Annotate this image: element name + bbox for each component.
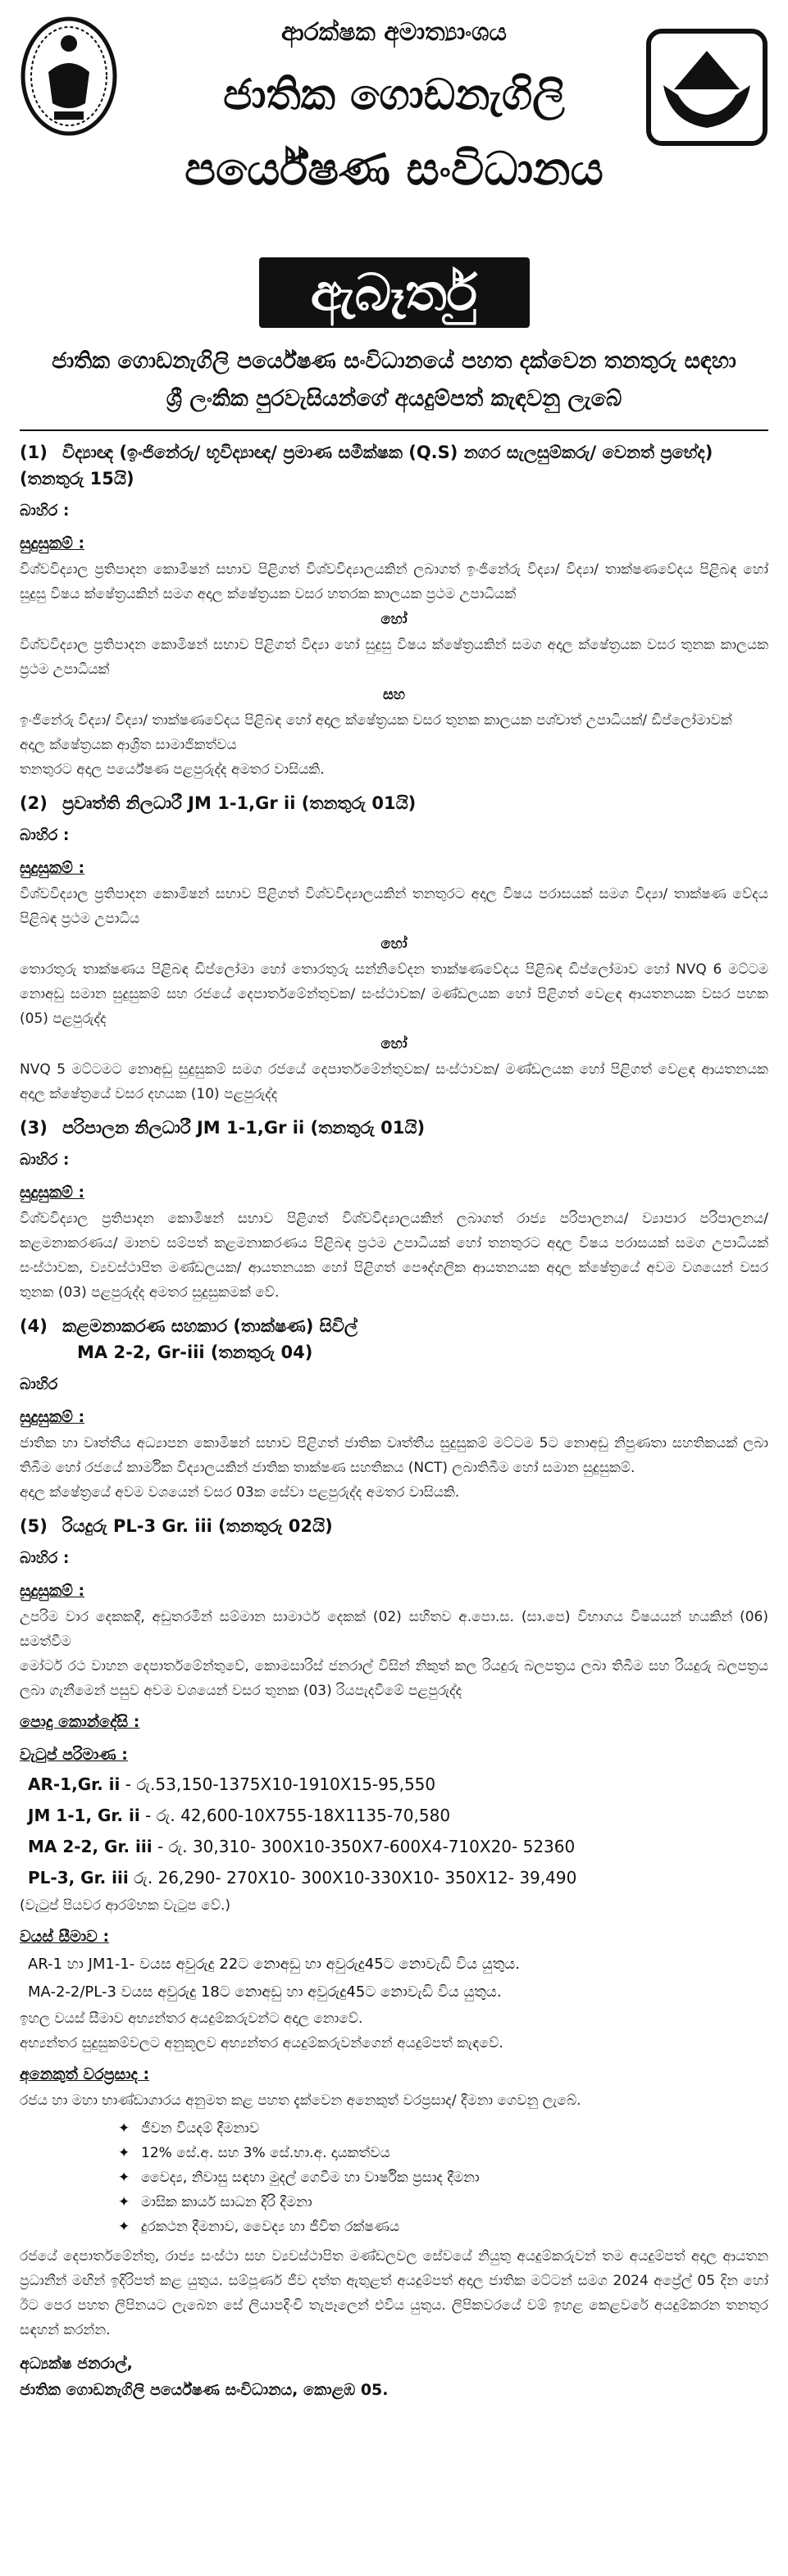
intro-text xyxy=(20,343,768,418)
qualification-text: ඉංජිනේරු විද්‍යා/ විද්‍යා/ තාක්ෂණවේදය පිළිබඳ හෝ අදාල ක්ෂේත්‍රයක වසර තුනක කාලයක පශ්චාත් උපාධියක්/ ඩිප්ලෝමාවක් xyxy=(20,712,732,729)
org-name-line1: ජාතික ගොඩනැගිලි xyxy=(223,70,565,120)
qualification-text: විශ්වවිද්‍යාල ප්‍රතිපාදන කොමිෂන් සභාව පිළිගත් විශ්වවිද්‍යාලයකින් ලබාගත් ඉංජිනේරු විද්‍යා/ විද්‍යා/ තාක්ෂණවේදය පිළිබඳ හෝ සුදුසු විෂය ක්ෂේත්‍රයකින් සමග අදාල ක්ෂේත්‍රයක වසර හතරක කාලයක ප්‍රථම උපාධියක් xyxy=(20,561,768,602)
qualification-text: විශ්වවිද්‍යාල ප්‍රතිපාදන කොමිෂන් සභාව පිළිගත් විශ්වවිද්‍යාලයකින් තනතුරට අදාල විෂය පරාසයක් සමග විද්‍යා/ තාක්ෂණ වේදය පිළිබඳ ප්‍රථම උපාධිය xyxy=(20,886,768,927)
general-conditions xyxy=(20,1708,768,2403)
external-label: බාහිර : xyxy=(20,1549,70,1567)
qualifications-label: සුදුසුකම් : xyxy=(20,1408,85,1426)
list-item: ✦ ජීවන වියදම් දීමනාව xyxy=(118,2116,768,2141)
qualification-text: අදාල ක්ෂේත්‍රයේ අවම වශයෙන් වසර 03ක සේවා පළපුරුද්ද අමතර වාසියකි. xyxy=(20,1484,460,1501)
post-title-text: විද්‍යාඥ (ඉංජිනේරු/ භූවිද්‍යාඥ/ ප්‍රමාණ සමීක්ෂක (Q.S) නගර සැලසුම්කරු/ වෙනත් ප්‍රභේද) (තනතුරු 15යි) xyxy=(20,443,713,488)
header xyxy=(20,11,768,257)
salary-row xyxy=(20,1862,768,1893)
post-title xyxy=(20,1513,768,1539)
qualification-text: තොරතුරු තාක්ෂණය පිළිබඳ ඩිප්ලෝමා හෝ තොරතුරු සන්නිවේදන තාක්ෂණවේදය පිළිබඳ ඩිප්ලෝමාව හෝ NVQ 6 මට්ටම නොඅඩු සමාන සුදුසුකම් සහ රජයේ දෙපාර්තමේන්තුවක/ සංස්ථාවක/ මණ්ඩලයක හෝ පිළිගත් වෙළඳ ආයතනයක වසර පහක (05) පළපුරුද්ද xyxy=(20,961,768,1027)
intro-line2: ශ්‍රී ලංකික පුරවැසියන්ගේ අයදුම්පත් කැඳවනු ලැබේ xyxy=(166,386,622,411)
age-limit-row: MA-2-2/PL-3 වයස අවුරුදු 18ට නොඅඩු හා අවුරුදු45ට නොවැඩි විය යුතුය. xyxy=(28,1983,502,2001)
post-title-text: පරිපාලන නිලධාරී JM 1-1,Gr ii (තනතුරු 01යි) xyxy=(62,1118,426,1138)
age-note: ඉහල වයස් සීමාව අභ්‍යන්තර අයදුම්කරුවන්ට අදාල නොවේ. xyxy=(20,2010,363,2027)
post-title xyxy=(20,1115,768,1141)
external-label: බාහිර : xyxy=(20,502,70,520)
or-separator: හෝ xyxy=(380,1035,408,1052)
post-title-text: කළමනාකරණ සහකාර (තාක්ෂණ) සිවිල් xyxy=(62,1316,358,1336)
qualification-text: තනතුරට අදාල පර්යේෂණ පළපුරුද්ද අමතර වාසියකි. xyxy=(20,761,325,778)
age-note: අභ්‍යන්තර සුදුසුකම්වලට අනුකූලව අභ්‍යන්තර අයදුම්කරුවන්ගෙන් අයදුම්පත් කැඳවේ. xyxy=(20,2035,503,2051)
salary-grade: AR-1,Gr. ii xyxy=(28,1774,121,1794)
signature-block xyxy=(20,2351,768,2403)
post-title xyxy=(20,439,768,492)
or-separator: හෝ xyxy=(380,611,408,628)
closing-instructions: රජයේ දෙපාර්තමේන්තු, රාජ්‍ය සංස්ථා සහ ව්‍යවස්ථාපිත මණ්ඩලවල සේවයේ නියුතු අයදුම්කරුවන් තම අයදුම්පත් අදාල ආයතන ප්‍රධානීන් මඟින් ඉදිරිපත් කළ යුතුය. සම්පූර්ණ ජීව දත්ත ඇතුළත් අයදුම්පත් අදාල ජාතික මට්ටන් සමග 2024 අප්‍රේල් 05 දින හෝ ඊට පෙර පහත ලිපිනයට ලැබෙන සේ ලියාපදිංචි තැපෑලෙන් එවිය යුතුය. ලිපිකවරයේ වම් ඉහළ කෙළවරේ අයදුම්කරන තනතුර සඳහන් කරන්න. xyxy=(20,2248,768,2338)
qualification-text: ජාතික හා වෘත්තීය අධ්‍යාපන කොමිෂන් සභාව පිළිගත් ජාතික වෘත්තීය සුදුසුකම් මට්ටම 5ට නොඅඩු නිපුණතා සහතිකයක් ලබා තිබීම හෝ රජයේ කාර්මික විද්‍යාලයකින් ජාතික තාක්ෂණ සහතිකය (NCT) ලබාතිබීම හෝ සමාන සුදුසුකම්. xyxy=(20,1435,768,1476)
age-limit-heading: වයස් සීමාව : xyxy=(20,1928,110,1946)
list-item: ✦ වෛද්‍ය, නිවාසු සඳහා මුදල් ගෙවීම හා වාර්ෂික ප්‍රසාද දීමනා xyxy=(118,2165,768,2190)
post-number: (5) xyxy=(20,1516,48,1536)
post-number: (3) xyxy=(20,1118,48,1138)
post-section-5 xyxy=(20,1513,768,1703)
signatory-address: ජාතික ගොඩනැගිලි පර්යේෂණ සංවිධානය, කොළඹ 05. xyxy=(20,2381,389,2399)
salary-note: (වැටුප් පියවර ආරම්භක වැටුප වේ.) xyxy=(20,1897,231,1914)
nbro-logo-icon xyxy=(645,28,768,147)
post-section-4 xyxy=(20,1313,768,1505)
benefits-intro: රජය හා මහා භාණ්ඩාගාරය අනුමත කළ පහත දැක්වෙන අනෙකුත් වරප්‍රසාද/ දීමනා ගෙවනු ලැබේ. xyxy=(20,2092,581,2109)
org-name-line2: පර්යේෂණ සංවිධානය xyxy=(184,143,604,196)
salary-scale: - රු. 30,310- 300X10-350X7-600X4-710X20- 52360 xyxy=(157,1837,576,1856)
external-label: බාහිර xyxy=(20,1375,58,1393)
post-title xyxy=(20,790,768,816)
post-title-text: රියදුරු PL-3 Gr. iii (තනතුරු 02යි) xyxy=(62,1516,333,1536)
salary-grade: PL-3, Gr. iii xyxy=(28,1868,129,1888)
post-number: (1) xyxy=(20,443,48,462)
qualifications-label: සුදුසුකම් : xyxy=(20,859,85,877)
intro-line1: ජාතික ගොඩනැගිලි පර්යේෂණ සංවිධානයේ පහත දක්වෙන තනතුරු සඳහා xyxy=(52,348,736,374)
divider xyxy=(20,429,768,431)
post-number: (4) xyxy=(20,1316,48,1336)
benefits-heading: අනෙකුත් වරප්‍රසාද : xyxy=(20,2065,150,2083)
post-section-3 xyxy=(20,1115,768,1305)
ministry-name: ආරක්ෂක අමාත්‍යාංශය xyxy=(281,18,507,47)
salary-row xyxy=(20,1800,768,1831)
qualifications-label: සුදුසුකම් : xyxy=(20,1582,85,1600)
qualifications-label: සුදුසුකම් : xyxy=(20,534,85,552)
salary-scale: - රු.53,150-1375X10-1910X15-95,550 xyxy=(125,1774,436,1794)
salary-grade: JM 1-1, Gr. ii xyxy=(28,1806,140,1825)
qualification-text: විශ්වවිද්‍යාල ප්‍රතිපාදන කොමිෂන් සභාව පිළිගත් විශ්වවිද්‍යාලයකින් ලබාගත් රාජ්‍ය පරිපාලනය/ ව්‍යාපාර පරිපාලනය/ කළමනාකරණය/ මානව සම්පත් කළමනාකරණය පිළිබඳ ප්‍රථම උපාධියක් හෝ තනතුරට අදාල විෂය පරාසයක් සමග උපාධියක් සංස්ථාවක, ව්‍යවස්ථාපිත මණ්ඩලයක/ ආයතනයක හෝ පිළිගත් පෞද්ගලික ආයතනයක අදාල ක්ෂේත්‍රයේ අවම වශයෙන් වසර තුනක (03) පළපුරුද්ද අමතර සුදුසුකමක් වේ. xyxy=(20,1211,768,1301)
salary-grade: MA 2-2, Gr. iii xyxy=(28,1837,153,1856)
qualifications-label: සුදුසුකම් : xyxy=(20,1184,85,1202)
salary-scale: රු. 26,290- 270X10- 300X10-330X10- 350X12- 39,490 xyxy=(134,1868,577,1888)
age-limit-row: AR-1 හා JM1-1- වයස අවුරුදු 22ට නොඅඩු හා අවුරුදු45ට නොවැඩි විය යුතුය. xyxy=(28,1956,520,1973)
post-section-2 xyxy=(20,790,768,1106)
salary-row xyxy=(20,1769,768,1800)
salary-scale: - රු. 42,600-10X755-18X1135-70,580 xyxy=(145,1806,451,1825)
list-item: ✦ දුරකථන දීමනාව, වෛද්‍ය හා ජීවිත රක්ෂණය xyxy=(118,2215,768,2239)
post-section-1 xyxy=(20,439,768,782)
vacancies-banner: ඇබෑර්තු xyxy=(259,257,530,328)
post-title xyxy=(20,1313,768,1339)
benefits-list xyxy=(20,2116,768,2239)
and-separator: සහ xyxy=(382,686,406,703)
list-item: ✦ 12% සේ.අ. සහ 3% සේ.භා.අ. දායකත්වය xyxy=(118,2141,768,2165)
qualification-text: උපරිම වාර දෙකකදී, අඩුතරමින් සම්මාන සාමාර්ථ දෙකක් (02) සහිතව අ.පො.ස. (සා.පෙ) විභාගය විෂයයන් හයකින් (06) සමත්වීම xyxy=(20,1609,768,1650)
qualification-text: අදාල ක්ෂේත්‍රයක ආශ්‍රිත සාමාජිකත්වය xyxy=(20,737,237,753)
external-label: බාහිර : xyxy=(20,826,70,844)
or-separator: හෝ xyxy=(380,935,408,952)
post-title-text: ප්‍රවෘත්ති නිලධාරී JM 1-1,Gr ii (තනතුරු 01යි) xyxy=(62,793,417,813)
qualification-text: විශ්වවිද්‍යාල ප්‍රතිපාදන කොමිෂන් සභාව පිළිගත් විද්‍යා හෝ සුදුසු විෂය ක්ෂේත්‍රයකින් සමග අදාල ක්ෂේත්‍රයක වසර තුනක කාලයක ප්‍රථම උපාධියක් xyxy=(20,637,768,678)
salary-row xyxy=(20,1831,768,1862)
list-item: ✦ මාසික කාර්ය සාධන දිරි දීමනා xyxy=(118,2190,768,2215)
qualification-text: මෝටර් රථ වාහන දෙපාර්තමේන්තුවේ, කොමසාරිස් ජනරාල් විසින් නිකුත් කල රියදුරු බලපත්‍රය ලබා තිබීම සහ රියදුරු බලපත්‍රය ලබා ගැනීමෙන් පසුව අවම වශයෙන් වසර තුනක (03) රියපැදවීමේ පළපුරුද්ද xyxy=(20,1658,768,1699)
qualification-text: NVQ 5 මට්ටමට නොඅඩු සුදුසුකම් සමග රජයේ දෙපාර්තමේන්තුවක/ සංස්ථාවක/ මණ්ඩලයක හෝ පිළිගත් වෙළඳ ආයතනයක අදාල ක්ෂේත්‍රයේ වසර දහයක (10) පළපුරුද්ද xyxy=(20,1061,768,1102)
post-number: (2) xyxy=(20,793,48,813)
post-subtitle: MA 2-2, Gr-iii (තනතුරු 04) xyxy=(77,1343,313,1362)
salary-heading: වැටුප් පරිමාණ : xyxy=(20,1746,128,1764)
external-label: බාහිර : xyxy=(20,1151,70,1169)
general-conditions-heading: පොදු කොන්දේසි : xyxy=(20,1713,140,1731)
signatory-title: අධ්‍යක්ෂ ජනරාල්, xyxy=(20,2355,133,2373)
